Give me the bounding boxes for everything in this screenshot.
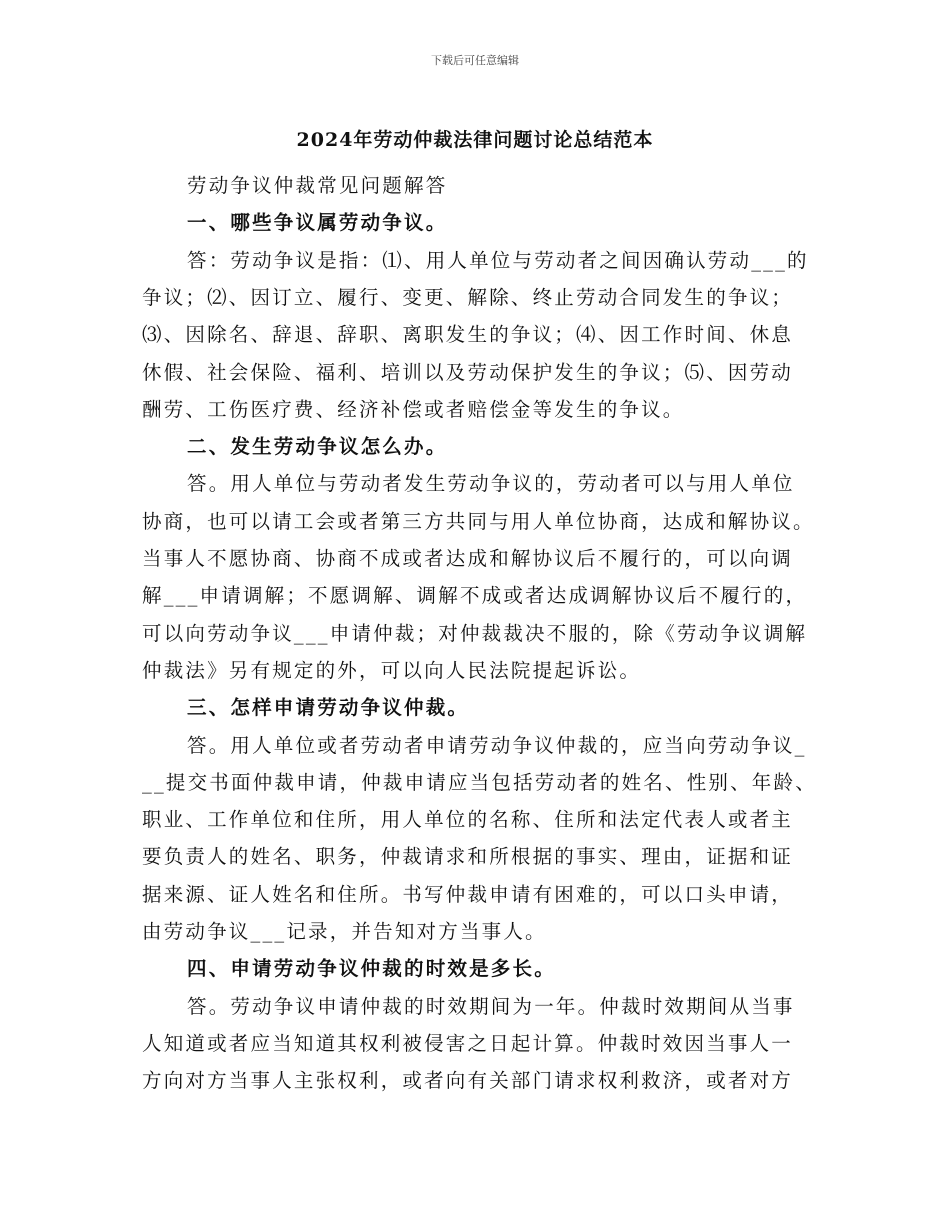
text-line: 由劳动争议___记录，并告知对方当事人。 — [142, 920, 547, 943]
text-line: 休假、社会保险、福利、培训以及劳动保护发生的争议；⑸、因劳动 — [142, 360, 794, 384]
text-line: 三、怎样申请劳动争议仲裁。 — [187, 696, 470, 720]
text-line: ⑶、因除名、辞退、辞职、离职发生的争议；⑷、因工作时间、休息 — [142, 323, 794, 347]
text-line: 答：劳动争议是指：⑴、用人单位与劳动者之间因确认劳动___的 — [187, 248, 809, 272]
text-line: 二、发生劳动争议怎么办。 — [187, 435, 448, 459]
text-line: 人知道或者应当知道其权利被侵害之日起计算。仲裁时效因当事人一 — [142, 1031, 794, 1055]
text-line: 要负责人的姓名、职务，仲裁请求和所根据的事实、理由，证据和证 — [142, 845, 794, 869]
text-line: 争议；⑵、因订立、履行、变更、解除、终止劳动合同发生的争议； — [142, 285, 794, 309]
document-title: 2024年劳动仲裁法律问题讨论总结范本 — [296, 129, 654, 151]
text-line: 可以向劳动争议___申请仲裁；对仲裁裁决不服的，除《劳动争议调解 — [142, 621, 808, 645]
text-line: 四、申请劳动争议仲裁的时效是多长。 — [187, 957, 556, 981]
text-line: 当事人不愿协商、协商不成或者达成和解协议后不履行的，可以向调 — [142, 547, 794, 570]
text-line: 一、哪些争议属劳动争议。 — [187, 211, 448, 235]
text-line: 协商，也可以请工会或者第三方共同与用人单位协商，达成和解协议。 — [142, 509, 815, 533]
text-line: __提交书面仲裁申请，仲裁申请应当包括劳动者的姓名、性别、年龄、 — [142, 770, 817, 794]
text-line: 酬劳、工伤医疗费、经济补偿或者赔偿金等发生的争议。 — [142, 397, 685, 421]
text-line: 职业、工作单位和住所，用人单位的名称、住所和法定代表人或者主 — [142, 808, 794, 832]
text-line: 劳动争议仲裁常见问题解答 — [187, 174, 448, 197]
text-line: 仲裁法》另有规定的外，可以向人民法院提起诉讼。 — [142, 658, 642, 682]
text-line: 方向对方当事人主张权利，或者向有关部门请求权利救济，或者对方 — [142, 1069, 794, 1093]
text-line: 答。用人单位或者劳动者申请劳动争议仲裁的，应当向劳动争议_ — [187, 733, 807, 757]
text-line: 答。劳动争议申请仲裁的时效期间为一年。仲裁时效期间从当事 — [187, 994, 795, 1018]
text-line: 答。用人单位与劳动者发生劳动争议的，劳动者可以与用人单位 — [187, 472, 795, 496]
text-line: 据来源、证人姓名和住所。书写仲裁申请有困难的，可以口头申请， — [142, 882, 794, 906]
header-note: 下载后可任意编辑 — [431, 54, 519, 67]
text-line: 解___申请调解；不愿调解、调解不成或者达成调解协议后不履行的， — [142, 584, 808, 608]
